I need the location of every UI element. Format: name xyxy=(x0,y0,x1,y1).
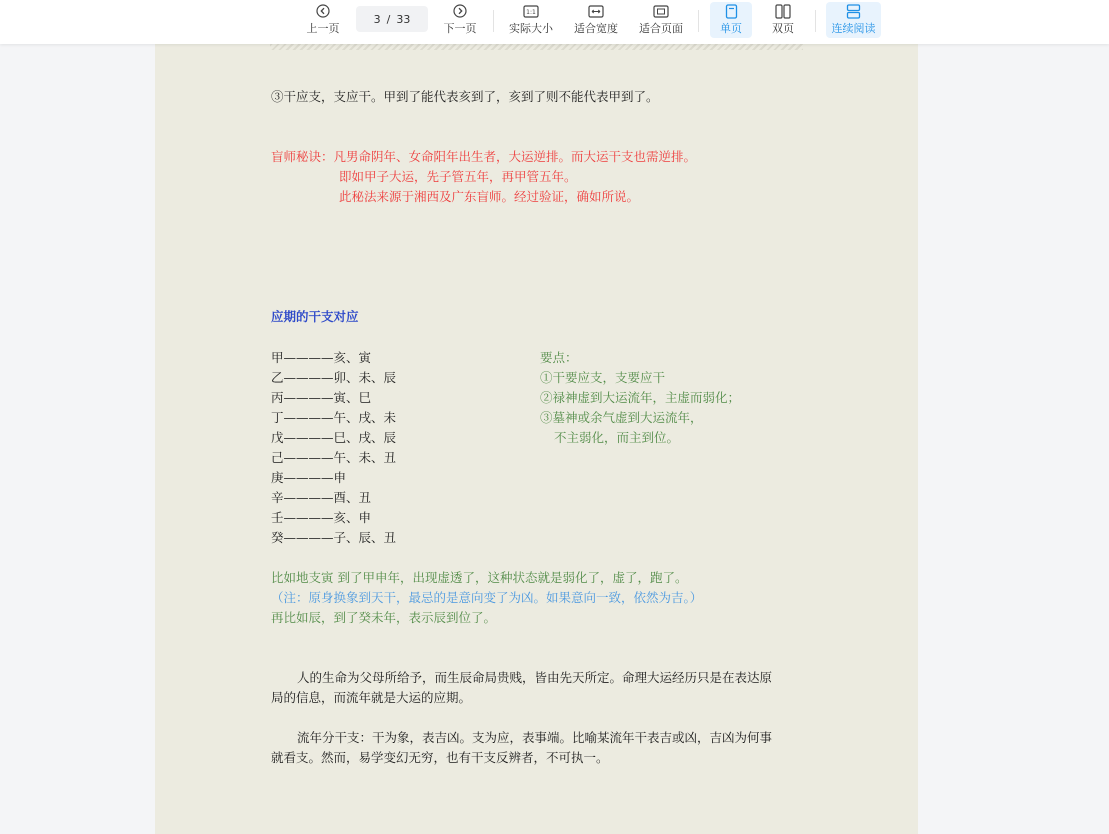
fit-page-icon xyxy=(653,2,669,20)
mapping-row: 癸————子、辰、丑 xyxy=(271,530,397,545)
fit-page-label: 适合页面 xyxy=(639,22,683,35)
scrollbar[interactable] xyxy=(1103,44,1109,834)
mapping-row: 辛————酉、丑 xyxy=(271,490,372,505)
chevron-right-icon xyxy=(453,2,467,20)
fit-page-button[interactable] xyxy=(635,2,687,38)
actual-size-button[interactable] xyxy=(505,2,557,38)
toolbar-divider xyxy=(698,10,699,32)
mapping-row: 戊————巳、戌、辰 xyxy=(271,430,397,445)
toolbar-divider xyxy=(493,10,494,32)
prev-page-label: 上一页 xyxy=(306,22,340,35)
note-line: 不主弱化，而主到位。 xyxy=(554,430,680,445)
double-page-icon xyxy=(775,2,791,20)
secret-line: 盲师秘诀：凡男命阴年、女命阳年出生者，大运逆排。而大运干支也需逆排。 xyxy=(271,149,697,164)
prev-page-button[interactable] xyxy=(302,2,344,38)
note-line: 要点： xyxy=(540,350,578,365)
example-line: 比如地支寅 到了甲申年，出现虚透了，这种状态就是弱化了，虚了，跑了。 xyxy=(271,570,688,585)
page-top-edge xyxy=(270,44,803,50)
mapping-row: 丙————寅、巳 xyxy=(271,390,372,405)
section-title: 应期的干支对应 xyxy=(271,309,359,324)
secret-line: 即如甲子大运，先子管五年，再甲管五年。 xyxy=(339,169,577,184)
page-separator: / xyxy=(386,12,391,26)
paragraph-line: 流年分干支：干为象，表吉凶。支为应，表事端。比喻某流年干表吉或凶，吉凶为何事 xyxy=(297,730,773,745)
mapping-row: 甲————亥、寅 xyxy=(271,350,372,365)
next-page-label: 下一页 xyxy=(443,22,477,35)
example-line: 再比如辰，到了癸未年，表示辰到位了。 xyxy=(271,610,497,625)
note-line: ③墓神或余气虚到大运流年， xyxy=(540,410,703,425)
continuous-reading-button[interactable] xyxy=(826,2,881,38)
double-page-button[interactable] xyxy=(762,2,804,38)
svg-text:1:1: 1:1 xyxy=(526,8,536,16)
fit-width-label: 适合宽度 xyxy=(574,22,618,35)
mapping-row: 庚————申 xyxy=(271,470,347,485)
mapping-row: 壬————亥、申 xyxy=(271,510,372,525)
double-page-label: 双页 xyxy=(772,22,794,35)
reader-toolbar xyxy=(0,0,1109,44)
document-page xyxy=(155,44,918,834)
paragraph-line: 局的信息，而流年就是大运的应期。 xyxy=(271,690,472,705)
fit-width-button[interactable] xyxy=(570,2,622,38)
single-page-button[interactable] xyxy=(710,2,752,38)
mapping-row: 己————午、未、丑 xyxy=(271,450,397,465)
toolbar-divider xyxy=(815,10,816,32)
note-line: ②禄神虚到大运流年，主虚而弱化； xyxy=(540,390,741,405)
paragraph-line: 就看支。然而，易学变幻无穷，也有干支反辨者，不可执一。 xyxy=(271,750,609,765)
actual-size-label: 实际大小 xyxy=(509,22,553,35)
continuous-reading-icon xyxy=(846,2,861,20)
mapping-row: 丁————午、戌、未 xyxy=(271,410,397,425)
note-line: ①干要应支，支要应干 xyxy=(540,370,666,385)
single-page-icon xyxy=(725,2,738,20)
page-indicator[interactable] xyxy=(356,6,428,32)
continuous-reading-label: 连续阅读 xyxy=(831,22,876,35)
text-line: ③干应支，支应干。甲到了能代表亥到了，亥到了则不能代表甲到了。 xyxy=(271,89,659,104)
next-page-button[interactable] xyxy=(439,2,481,38)
example-note: （注：原身换象到天干，最忌的是意向变了为凶。如果意向一致，依然为吉。） xyxy=(271,590,703,605)
fit-width-icon xyxy=(588,2,604,20)
mapping-row: 乙————卯、未、辰 xyxy=(271,370,397,385)
secret-line: 此秘法来源于湘西及广东盲师。经过验证，确如所说。 xyxy=(339,189,640,204)
page-current[interactable]: 3 xyxy=(373,12,381,26)
chevron-left-icon xyxy=(316,2,330,20)
paragraph-line: 人的生命为父母所给予，而生辰命局贵贱，皆由先天所定。命理大运经历只是在表达原 xyxy=(297,670,773,685)
actual-size-icon xyxy=(523,2,539,20)
single-page-label: 单页 xyxy=(720,22,742,35)
page-total: 33 xyxy=(396,12,411,26)
